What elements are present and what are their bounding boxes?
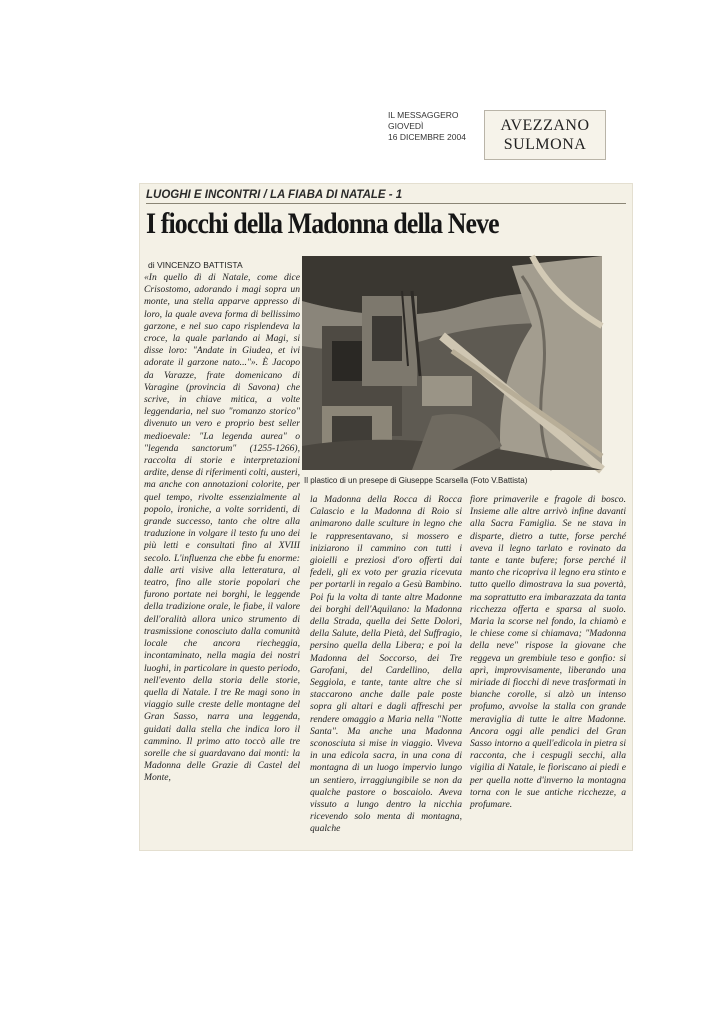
article-column-1: «In quello dì di Natale, come dice Crisostomo, adorando i magi sopra un monte, una stella apparve appresso di loro, la quale aveva forma di bellissimo garzone, e nel suo capo risplendeva la croce, la quale parlando ai Magi, si disse loro: "Andate in Giudea, et ivi adorate il garzone nato..."». È Jacopo da Varazze, frate domenicano di Varagine (provincia di Savona) che scrive, in chiave mitica, a volte leggendaria, nel suo "romanzo storico" divenuto un vero e proprio best seller medioevale: "La legenda aurea" o "legenda sanctorum" (1255-1266), raccolta di storie e interpretazioni ardite, dense di riferimenti colti, austeri, ma anche con annotazioni colorite, per quel tempo, rivolte essenzialmente al popolo, ironiche, a volte sorridenti, di grande successo, tanto che oltre alla traduzione in volgare il testo fu uno dei più letti e consultati fino al XVIII secolo. L'influenza che ebbe fu enorme: dalle arti visive alla letteratura, al teatro, fino alle storie popolari che furono portate nei borghi, le leggende della tradizione orale, le fiabe, il valore dell'oralità allora unico strumento di trasmissione conosciuto dalla comunità locale che ancora riecheggia, incontaminato, nella magia dei nostri luoghi, in particolare in questo periodo, nell'evento della storia delle storie, quella di Natale. I tre Re magi sono in viaggio sulle creste delle montagne del Gran Sasso, narra una leggenda, guidati dalla stella che indica loro il cammino. Il primo atto toccò alle tre sorelle che si guardavano dai monti: la Madonna delle Grazie di Castel del Monte, (144, 272, 300, 784)
edition-city-1: AVEZZANO (500, 117, 590, 134)
article-byline: di VINCENZO BATTISTA (148, 260, 243, 270)
edition-city-2: SULMONA (503, 136, 587, 153)
article-kicker: LUOGHI E INCONTRI / LA FIABA DI NATALE - 1 (146, 188, 626, 204)
nativity-scene-photo (302, 256, 602, 470)
newspaper-masthead (388, 110, 482, 143)
publication-date: 16 DICEMBRE 2004 (388, 132, 466, 142)
publication-weekday: GIOVEDÌ (388, 121, 424, 131)
newspaper-name: IL MESSAGGERO (388, 110, 459, 120)
newspaper-clipping (140, 184, 632, 850)
article-headline: I fiocchi della Madonna della Neve (146, 207, 499, 240)
article-column-2: la Madonna della Rocca di Rocca Calascio e la Madonna di Roio si animarono dalle sculture in legno che le rappresentavano, si mossero e iniziarono il cammino con tutti i gioielli e preziosi d'oro offerti dai fedeli, gli ex voto per grazia ricevuta per portarli in regalo a Gesù Bambino. Poi fu la volta di tante altre Madonne dei borghi dell'Aquilano: la Madonna della Strada, quella dei Sette Dolori, della Salute, della Pietà, del Suffragio, persino quella della Libera; e poi la Madonna del Soccorso, dei Tre Garofani, del Cardellino, della Seggiola, e tante, tante altre che si staccarono anche dalle pale poste sopra gli altari e dagli affreschi per rendere omaggio a Maria nella "Notte Santa". Ma anche una Madonna sconosciuta si mise in viaggio. Viveva in una edicola sacra, in una cona di montagna di un luogo impervio lungo un sentiero, irraggiungibile se non da qualche pastore o boscaiolo. Aveva vissuto a lungo dentro la nicchia ricevendo solo menta di montagna, qualche (310, 494, 462, 835)
article-column-3: fiore primaverile e fragole di bosco. Insieme alle altre arrivò infine davanti alla Sacra Famiglia. Se ne stava in disparte, dietro a tutte, forse perché aveva il legno tarlato e rovinato da tante e tante bufere; forse perché il manto che ricopriva il legno era stinto e tutto quello dimostrava la sua povertà, ma soprattutto era imbarazzata da tanta ricchezza offerta e sparsa al suolo. Maria la scorse nel fondo, la chiamò e le chiese come si chiamava; "Madonna della neve" rispose la giovane che reggeva un grembiule teso e gonfio: si aprì, improvvisamente, liberando una miriade di fiocchi di neve trasformati in bianche corolle, si alzò un intenso profumo, avvolse la stalla con grande meraviglia di tutte le altre Madonne. Ancora oggi alle pendici del Gran Sasso intorno a quell'edicola in pietra si racconta, che i cespugli secchi, alla vigilia di Natale, le fioriscano ai piedi e per quella notte d'inverno la montagna torna con le sue antiche ricchezze, a profumare. (470, 494, 626, 811)
photo-caption: Il plastico di un presepe di Giuseppe Scarsella (Foto V.Battista) (304, 476, 528, 485)
photo-illustration (302, 256, 602, 470)
edition-label-box (484, 110, 606, 160)
